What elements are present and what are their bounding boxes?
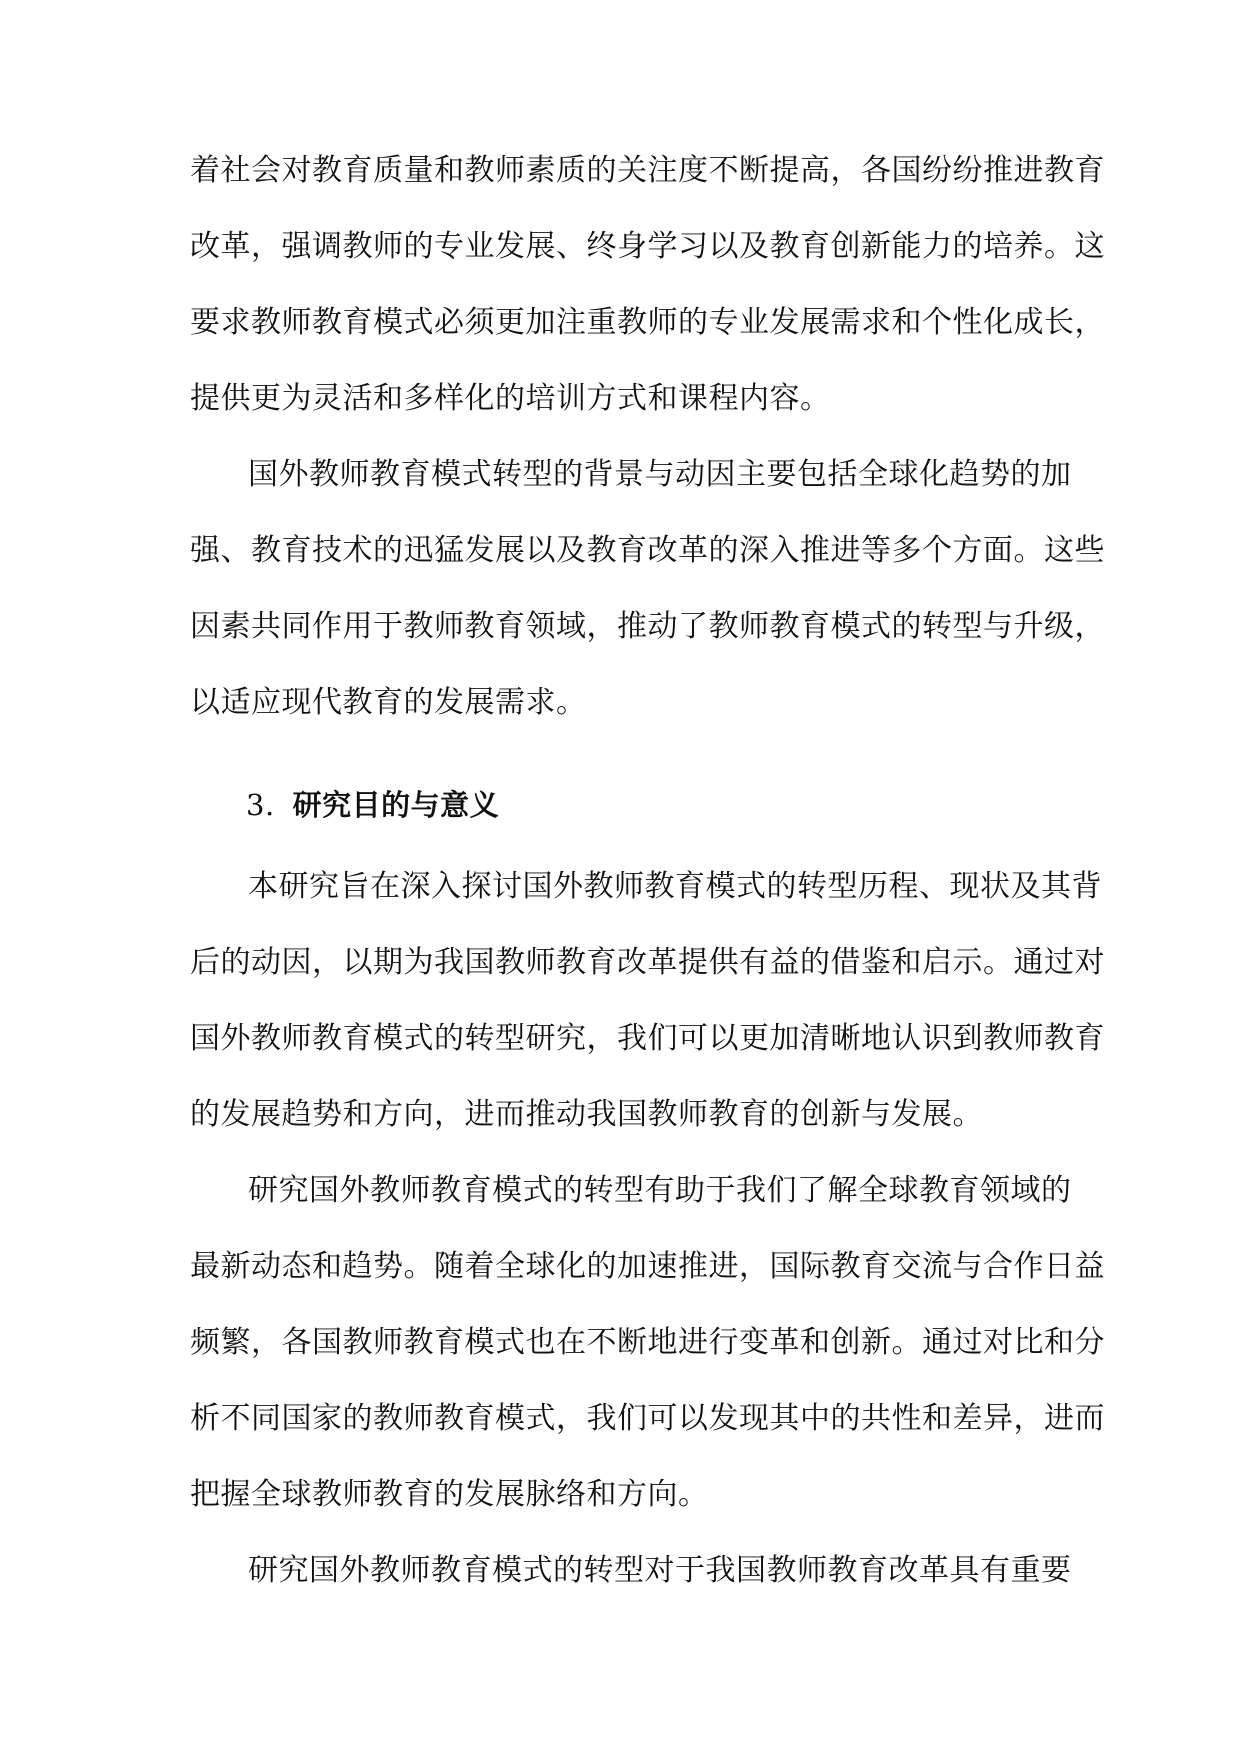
paragraph-1-line-4: 提供更为灵活和多样化的培训方式和课程内容。 — [190, 381, 831, 416]
paragraph-2-line-4: 以适应现代教育的发展需求。 — [190, 685, 587, 720]
paragraph-4-line-2: 最新动态和趋势。随着全球化的加速推进，国际教育交流与合作日益 — [190, 1249, 1105, 1284]
paragraph-2-line-3: 因素共同作用于教师教育领域，推动了教师教育模式的转型与升级， — [190, 609, 1105, 644]
paragraph-3-line-1: 本研究旨在深入探讨国外教师教育模式的转型历程、现状及其背 — [248, 869, 1102, 904]
paragraph-4-line-1: 研究国外教师教育模式的转型有助于我们了解全球教育领域的 — [248, 1173, 1072, 1208]
paragraph-1-line-3: 要求教师教育模式必须更加注重教师的专业发展需求和个性化成长， — [190, 305, 1105, 340]
section-heading — [246, 785, 499, 825]
paragraph-3-line-3: 国外教师教育模式的转型研究，我们可以更加清晰地认识到教师教育 — [190, 1021, 1105, 1056]
paragraph-2-line-2: 强、教育技术的迅猛发展以及教育改革的深入推进等多个方面。这些 — [190, 533, 1105, 568]
section-title: 研究目的与意义 — [292, 788, 500, 822]
paragraph-4-line-4: 析不同国家的教师教育模式，我们可以发现其中的共性和差异，进而 — [190, 1401, 1105, 1436]
section-number: 3. — [246, 788, 275, 822]
paragraph-2-line-1: 国外教师教育模式转型的背景与动因主要包括全球化趋势的加 — [248, 457, 1072, 492]
paragraph-3-line-4: 的发展趋势和方向，进而推动我国教师教育的创新与发展。 — [190, 1097, 983, 1132]
paragraph-3-line-2: 后的动因，以期为我国教师教育改革提供有益的借鉴和启示。通过对 — [190, 945, 1105, 980]
paragraph-4-line-5: 把握全球教师教育的发展脉络和方向。 — [190, 1477, 709, 1512]
paragraph-1-line-1: 着社会对教育质量和教师素质的关注度不断提高，各国纷纷推进教育 — [190, 153, 1105, 188]
paragraph-1-line-2: 改革，强调教师的专业发展、终身学习以及教育创新能力的培养。这 — [190, 229, 1105, 264]
paragraph-5-line-1: 研究国外教师教育模式的转型对于我国教师教育改革具有重要 — [248, 1553, 1072, 1588]
paragraph-4-line-3: 频繁，各国教师教育模式也在不断地进行变革和创新。通过对比和分 — [190, 1325, 1105, 1360]
